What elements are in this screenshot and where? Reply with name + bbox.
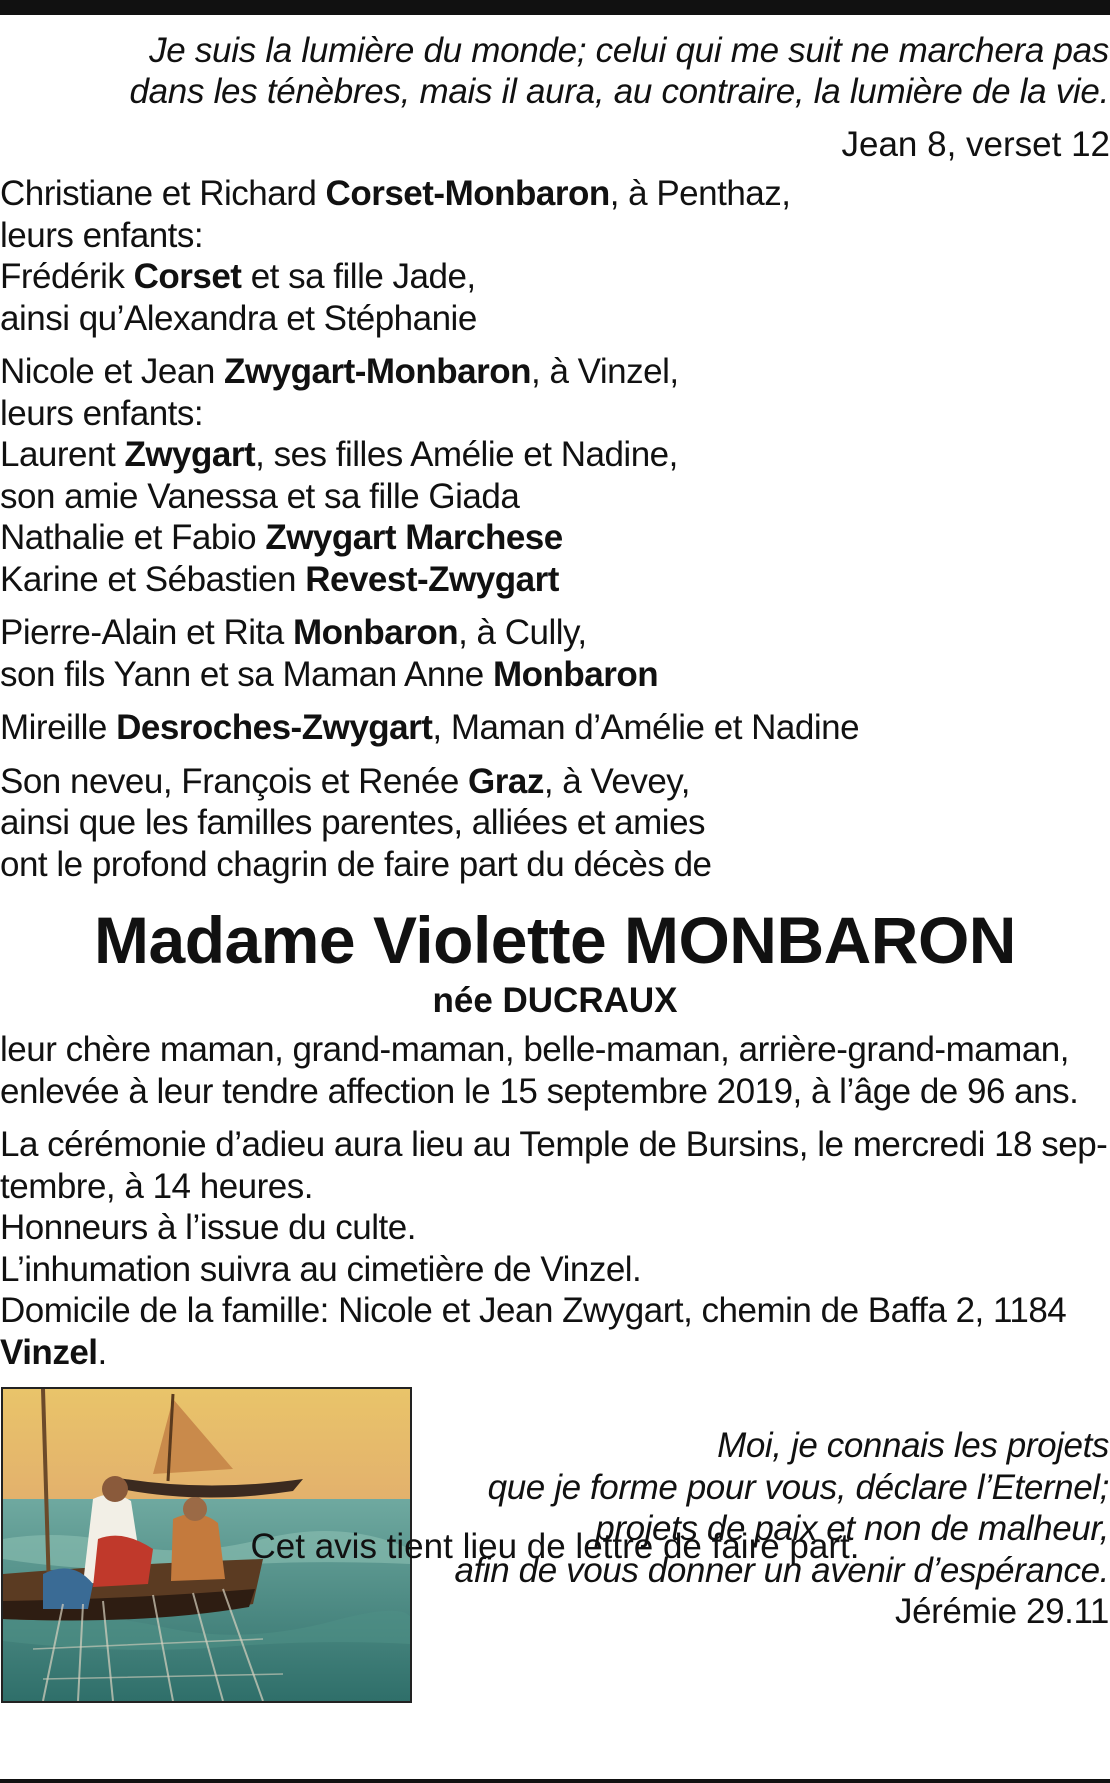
family-group — [0, 707, 1110, 749]
family-line: son amie Vanessa et sa fille Giada — [0, 476, 520, 516]
family-group — [0, 761, 1110, 886]
closing-quote-line: afin de vous donner un avenir d’espérance. — [454, 1550, 1109, 1590]
family-line: Pierre-Alain et Rita Monbaron, à Cully, — [0, 613, 587, 652]
obituary-notice — [0, 30, 1110, 1707]
epigraph-line: dans les ténèbres, mais il aura, au contraire, la lumière de la vie. — [129, 72, 1109, 111]
family-line: Christiane et Richard Corset-Monbaron, à Penthaz, — [0, 174, 791, 213]
family-group — [0, 351, 1110, 600]
tribute-line: leur chère maman, grand-maman, belle-maman, arrière-grand-maman, — [0, 1030, 1069, 1069]
family-line: Nicole et Jean Zwygart-Monbaron, à Vinzel, — [0, 352, 679, 391]
ceremony-line: tembre, à 14 heures. — [0, 1166, 313, 1206]
maiden-name: née DUCRAUX — [432, 981, 678, 1020]
ceremony-line: Domicile de la famille: Nicole et Jean Zwygart, chemin de Baffa 2, 1184 Vinzel. — [0, 1291, 1067, 1372]
family-line: Mireille Desroches-Zwygart, Maman d’Amélie et Nadine — [0, 708, 860, 747]
bottom-rule — [0, 1779, 1110, 1783]
closing-quote-reference: Jérémie 29.11 — [895, 1592, 1109, 1631]
closing-quote-line: Moi, je connais les projets — [717, 1426, 1109, 1465]
tribute-line: enlevée à leur tendre affection le 15 septembre 2019, à l’âge de 96 ans. — [0, 1071, 1079, 1111]
family-group — [0, 612, 1110, 695]
epigraph-quote — [0, 30, 1110, 112]
family-line: ainsi qu’Alexandra et Stéphanie — [0, 298, 477, 338]
footer-notice: Cet avis tient lieu de lettre de faire part. — [250, 1527, 860, 1566]
epigraph-line: Je suis la lumière du monde; celui qui me suit ne marchera pas — [149, 31, 1109, 70]
deceased-name: Madame Violette MONBARON — [94, 903, 1016, 977]
epigraph-reference: Jean 8, verset 12 — [841, 125, 1110, 164]
ceremony-line: La cérémonie d’adieu aura lieu au Temple de Bursins, le mercredi 18 sep- — [0, 1125, 1108, 1164]
family-line: son fils Yann et sa Maman Anne Monbaron — [0, 654, 659, 694]
closing-quote-line: que je forme pour vous, déclare l’Eternel; — [487, 1467, 1109, 1507]
ceremony-line: L’inhumation suivra au cimetière de Vinzel. — [0, 1249, 642, 1289]
tribute-text — [0, 1029, 1110, 1112]
top-rule — [0, 0, 1110, 15]
family-group — [0, 173, 1110, 339]
ceremony-details — [0, 1124, 1110, 1373]
family-line: ainsi que les familles parentes, alliées et amies — [0, 803, 706, 842]
closing-quote-line: projets de paix et non de malheur, — [595, 1509, 1109, 1548]
family-list — [0, 173, 1110, 885]
family-line: Frédérik Corset et sa fille Jade, — [0, 257, 476, 296]
family-line: Son neveu, François et Renée Graz, à Vevey, — [0, 761, 690, 801]
family-line: Nathalie et Fabio Zwygart Marchese — [0, 518, 563, 557]
family-line: Laurent Zwygart, ses filles Amélie et Nadine, — [0, 435, 678, 474]
family-line: ont le profond chagrin de faire part du décès de — [0, 844, 712, 884]
ceremony-line: Honneurs à l’issue du culte. — [0, 1208, 416, 1247]
family-line: leurs enfants: — [0, 393, 204, 433]
family-line: Karine et Sébastien Revest-Zwygart — [0, 559, 559, 599]
family-line: leurs enfants: — [0, 215, 204, 255]
